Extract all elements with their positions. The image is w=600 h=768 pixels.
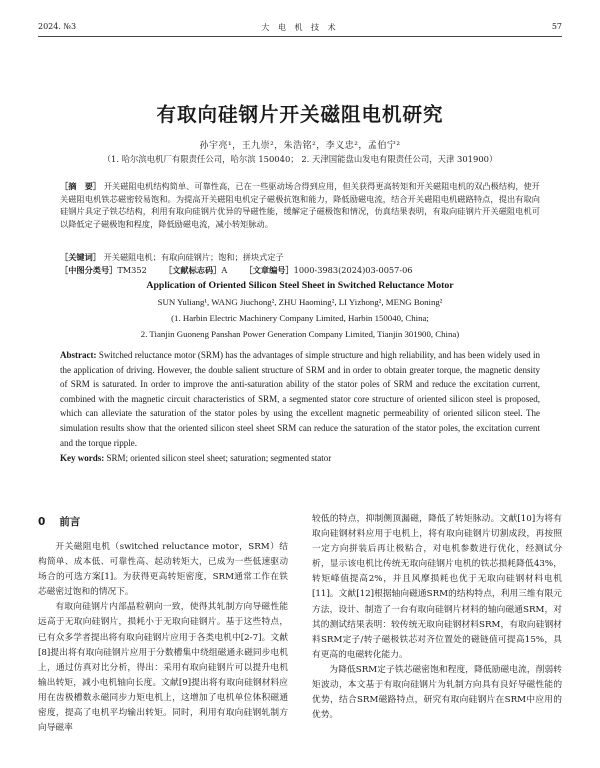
section-title: 前言 [59,516,81,528]
section-heading [38,514,80,529]
abstract-cn [60,180,540,231]
english-abstract [60,348,540,466]
body-left-column [38,540,288,736]
english-abstract-label: Abstract: [60,350,97,360]
article-number-label: ［文章编号］ [244,265,294,275]
abstract-cn-text: 开关磁阻电机结构简单、可靠性高，已在一些驱动场合得到应用，但关获得更高转矩和开关磁阻电机的双凸极结构，使开关磁阻电机铁芯磁密较易饱和。为提高开关磁阻电机定子磁极抗饱和能力，降低励磁电流，结合开关磁阻电机磁路特点，提出有取向硅钢片具定子铁芯结构，利用有取向硅钢片优异的导磁性能，缓解定子磁极饱和情况，仿真结果表明，有取向硅钢片开关磁阻电机可以降低定子磁极饱和程度，降低励磁电流，减小转矩脉动。 [60,181,540,230]
keywords-cn-label: ［关键词］ [60,252,101,262]
english-affiliation-1: (1. Harbin Electric Machinery Company Limited, Harbin 150040, China; [171,313,429,323]
clc-value: TM352 [117,265,147,275]
body-right-column [312,512,562,723]
keywords-cn-text: 开关磁阻电机；有取向硅钢片；饱和；拼块式定子 [103,252,284,262]
section-number: 0 [38,516,46,528]
affiliations-cn: （1. 哈尔滨电机厂有限责任公司，哈尔滨 150040； 2. 天津国能盘山发电有限责任公司，天津 301900） [102,154,498,164]
abstract-cn-label: ［摘 要］ [60,181,102,191]
body-paragraph: 较低的特点，抑制侧顶漏磁，降低了转矩脉动。文献[10]为将有取向硅钢材料应用于电机上，将有取向硅钢片切割成段，再按照一定方向拼装后再让极粘合，对电机参数进行优化，经测试分析，显示该电机比传统无取向硅钢片电机的铁芯损耗降低43%，转矩峰值提高2%，并且风摩损耗也优于无取向硅钢材料电机[11]。文献[12]根据轴向磁通SRM的结构特点，利用三维有限元方法，设计、制造了一台有取向硅钢片材料的轴向磁通SRM，对其的测试结果表明：较传统无取向硅钢材料SRM，有取向硅钢材料SRM定子/转子磁极铁芯对齐位置处的磁链值可提高15%，具有更高的电磁转化能力。 [312,514,562,660]
english-keywords [60,451,540,466]
keywords-cn [60,251,540,264]
header-page-number: 57 [551,22,562,31]
body-paragraph: 有取向硅钢片内部晶粒朝向一致，使得其轧制方向导磁性能远高于无取向硅钢片，损耗小于无取向硅钢片。基于这些特点，已有众多学者提出将有取向硅钢片应用于各类电机中[2-7]。文献[8]提出将有取向硅钢片应用于分数槽集中绕组磁通永磁同步电机上，通过仿真对比分析，得出：采用有取向硅钢片可以提升电机输出转矩，减小电机轴向长度。文献[9]提出将有取向硅钢材料应用在齿极槽数永磁同步力矩电机上，这增加了电机单位体积磁通密度，提高了电机平均输出转矩。同时，利用有取向硅钢轧制方向导磁率 [38,602,288,734]
body-paragraph: 为降低SRM定子铁芯磁密饱和程度，降低励磁电流，削弱转矩波动，本文基于有取向硅钢片为轧制方向具有良好导磁性能的优势，结合SRM磁路特点，研究有取向硅钢片在SRM中应用的优势。 [312,664,562,721]
english-title: Application of Oriented Silicon Steel Sheet in Switched Reluctance Motor [146,280,454,291]
english-keywords-text: SRM; oriented silicon steel sheet; saturation; segmented stator [106,453,332,464]
doc-code-label: ［文献标志码］ [164,265,222,275]
authors-cn: 孙宇亮¹，王九崇²，朱浩铭²，李义忠²，孟伯宁² [199,141,401,151]
body-paragraph: 开关磁阻电机（switched reluctance motor，SRM）结构简单、成本低、可靠性高、起动转矩大，已成为一些低速驱动场合的可选方案[1]。为获得更高转矩密度，SRM通常工作在铁芯磁密过饱和的情况下。 [38,542,288,598]
english-authors: SUN Yuliang¹, WANG Jiuchong², ZHU Haoming², LI Yizhong², MENG Boning² [157,297,443,307]
english-abstract-text: Switched reluctance motor (SRM) has the advantages of simple structure and high reliability, and has been widely used in the application of driving. However, the double salient structure of SRM and in order to obtain greater torque, the magnetic density of SRM is saturated. In order to improve the anti-saturation ability of the stator poles of SRM and reduce the excitation current, combined with the magnetic circuit characteristics of SRM, a segmented stator core structure of oriented silicon steel is proposed, which can alleviate the saturation of the stator poles by using the excellent magnetic permeability of oriented silicon steel. The simulation results show that the oriented silicon steel sheet SRM can reduce the saturation of the stator poles, the excitation current and the torque ripple. [60,350,540,448]
classification-line [60,264,540,277]
english-keywords-label: Key words: [60,453,105,464]
doc-code-value: A [221,265,228,275]
clc-label: ［中图分类号］ [60,265,118,275]
header-issue: 2024. №3 [38,22,77,31]
header-journal: 大 电 机 技 术 [261,23,339,32]
article-number-value: 1000-3983(2024)03-0057-06 [293,265,413,275]
paper-title: 有取向硅钢片开关磁阻电机研究 [156,103,444,126]
english-affiliation-2: 2. Tianjin Guoneng Panshan Power Generation Company Limited, Tianjin 301900, China) [140,329,460,339]
header-rule [38,36,562,37]
